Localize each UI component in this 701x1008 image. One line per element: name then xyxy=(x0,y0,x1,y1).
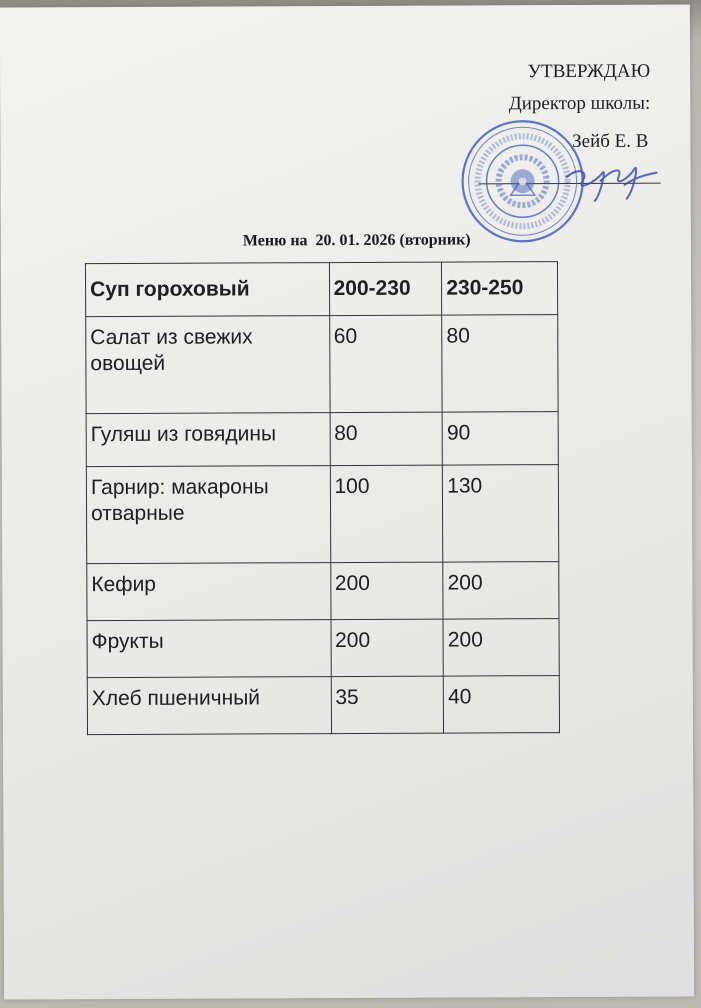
handwritten-signature xyxy=(560,155,660,205)
table-row xyxy=(86,412,558,467)
table-cell: Хлеб пшеничный xyxy=(87,677,331,735)
table-cell: 200 xyxy=(443,562,559,620)
table-row xyxy=(86,465,558,564)
table-cell: 200 xyxy=(331,619,444,676)
table-row xyxy=(87,676,559,735)
table-row xyxy=(86,315,558,414)
table-cell: Гарнир: макароны отварные xyxy=(86,466,330,564)
table-cell: 80 xyxy=(442,315,558,413)
table-cell: 35 xyxy=(331,676,444,733)
menu-title xyxy=(243,231,471,250)
table-cell: Кефир xyxy=(87,563,331,621)
table-cell: 100 xyxy=(330,465,443,562)
table-row xyxy=(87,619,559,678)
table-cell: 200-230 xyxy=(329,262,442,315)
table-header-row xyxy=(85,262,557,317)
table-row xyxy=(87,562,559,621)
table-cell: 60 xyxy=(329,315,442,412)
document-page xyxy=(0,4,694,999)
table-cell: 90 xyxy=(442,412,558,466)
table-cell: 200 xyxy=(443,619,559,677)
table-cell: 130 xyxy=(443,465,559,563)
menu-weekday: (вторник) xyxy=(399,231,471,249)
approval-heading: УТВЕРЖДАЮ xyxy=(527,60,651,83)
table-cell: Суп гороховый xyxy=(85,263,329,317)
menu-date: 20. 01. 2026 xyxy=(315,231,396,250)
table-cell: 230-250 xyxy=(442,262,558,316)
table-cell: 80 xyxy=(330,412,443,465)
approval-name: Зейб Е. В xyxy=(572,130,649,153)
table-cell: 200 xyxy=(330,562,443,619)
table-cell: Салат из свежих овощей xyxy=(86,316,330,414)
table-cell: Гуляш из говядины xyxy=(86,413,330,467)
table-cell: Фрукты xyxy=(87,620,331,678)
approval-role: Директор школы: xyxy=(508,92,651,115)
table-cell: 40 xyxy=(443,676,559,734)
menu-title-prefix: Меню на xyxy=(242,232,308,250)
menu-table xyxy=(85,261,560,735)
